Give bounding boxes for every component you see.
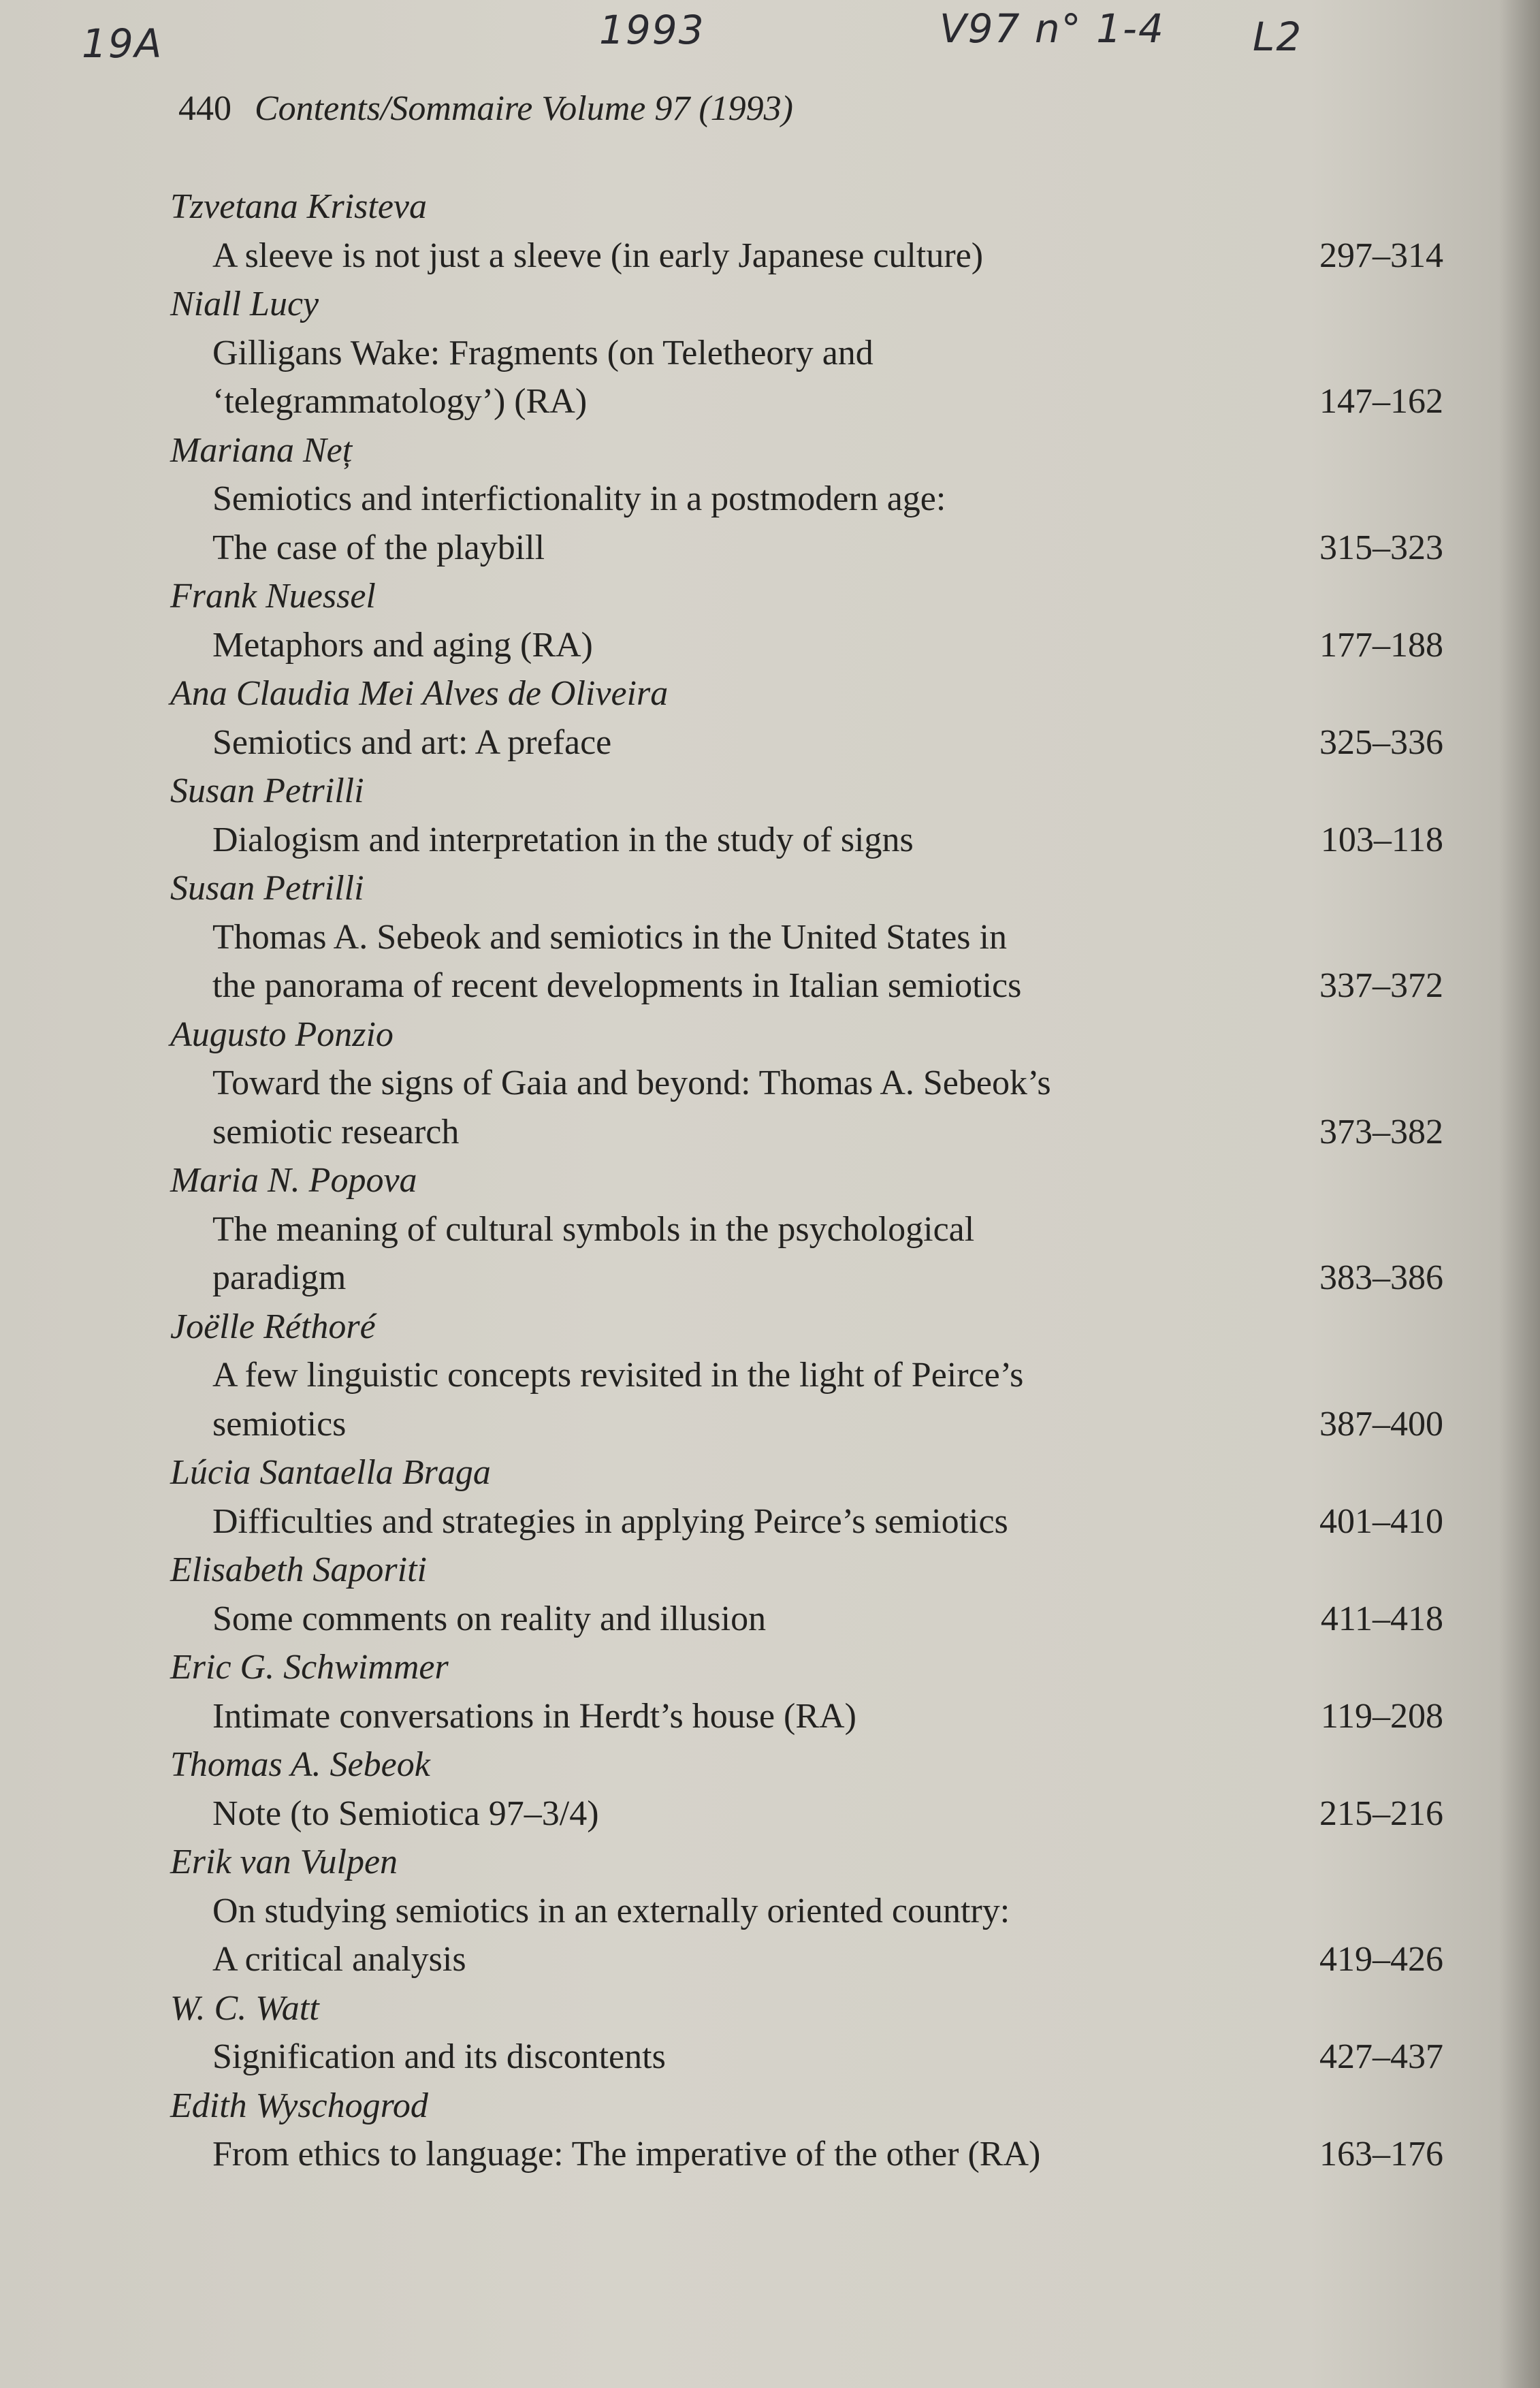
entry-page-range: 147–162 xyxy=(1319,382,1443,421)
entry-title-line: A few linguistic concepts revisited in the light of Peirce’s xyxy=(212,1356,1024,1395)
table-of-contents xyxy=(170,182,1443,2179)
entry-page-range: 297–314 xyxy=(1319,236,1443,275)
entry-title-line: From ethics to language: The imperative of the other (RA) xyxy=(212,2135,1041,2174)
entry-page-range: 387–400 xyxy=(1319,1404,1443,1444)
entry-author: Susan Petrilli xyxy=(170,771,364,810)
entry-title-line: semiotic research xyxy=(212,1112,460,1151)
handwritten-note: V97 n° 1-4 xyxy=(940,5,1165,52)
handwritten-note: 1993 xyxy=(599,7,705,53)
entry-title-line: A critical analysis xyxy=(212,1940,466,1979)
entry-author: Erik van Vulpen xyxy=(170,1843,398,1881)
handwritten-note: L2 xyxy=(1253,14,1303,60)
entry-author: Lúcia Santaella Braga xyxy=(170,1453,491,1492)
entry-page-range: 163–176 xyxy=(1319,2135,1443,2174)
entry-author: Joëlle Réthoré xyxy=(170,1307,376,1346)
entry-title-line: Note (to Semiotica 97–3/4) xyxy=(212,1794,599,1833)
entry-title-line: paradigm xyxy=(212,1258,347,1297)
entry-title-line: Semiotics and interfictionality in a postmodern age: xyxy=(212,479,946,518)
entry-page-range: 401–410 xyxy=(1319,1501,1443,1541)
entry-author: Susan Petrilli xyxy=(170,869,364,908)
entry-title-block xyxy=(170,1595,1443,1644)
toc-entry xyxy=(170,864,1443,1010)
entry-author: Maria N. Popova xyxy=(170,1161,417,1200)
entry-author: Tzvetana Kristeva xyxy=(170,187,427,226)
toc-entry xyxy=(170,1643,1443,1740)
toc-entry xyxy=(170,426,1443,573)
entry-author: Augusto Ponzio xyxy=(170,1015,394,1054)
entry-title-line: the panorama of recent developments in Italian semiotics xyxy=(212,966,1022,1005)
page-number: 440 xyxy=(178,89,231,128)
toc-entry xyxy=(170,572,1443,669)
entry-author: Niall Lucy xyxy=(170,285,319,323)
entry-title-line: semiotics xyxy=(212,1404,347,1444)
entry-title-block xyxy=(170,2033,1443,2082)
entry-title-block xyxy=(170,1887,1443,1984)
toc-entry xyxy=(170,280,1443,426)
entry-page-range: 215–216 xyxy=(1319,1794,1443,1833)
entry-author: W. C. Watt xyxy=(170,1988,319,2028)
entry-title-block xyxy=(170,913,1443,1010)
entry-title-line: The case of the playbill xyxy=(212,528,545,567)
entry-page-range: 315–323 xyxy=(1319,528,1443,567)
toc-entry xyxy=(170,1984,1443,2082)
entry-title-block xyxy=(170,329,1443,426)
entry-page-range: 383–386 xyxy=(1319,1258,1443,1297)
entry-author: Eric G. Schwimmer xyxy=(170,1648,449,1687)
entry-page-range: 419–426 xyxy=(1319,1940,1443,1979)
toc-entry xyxy=(170,1156,1443,1303)
entry-author: Ana Claudia Mei Alves de Oliveira xyxy=(170,674,669,713)
entry-title-block xyxy=(170,718,1443,767)
entry-title-line: The meaning of cultural symbols in the psychological xyxy=(212,1209,975,1249)
entry-title-line: Some comments on reality and illusion xyxy=(212,1599,767,1638)
toc-entry xyxy=(170,767,1443,864)
entry-author: Mariana Neț xyxy=(170,430,353,470)
toc-entry xyxy=(170,1546,1443,1643)
entry-title-block xyxy=(170,2130,1443,2179)
entry-title-block xyxy=(170,1692,1443,1741)
entry-title-line: Intimate conversations in Herdt’s house (RA) xyxy=(212,1696,856,1736)
running-title: Contents/Sommaire Volume 97 (1993) xyxy=(255,89,793,128)
entry-author: Thomas A. Sebeok xyxy=(170,1745,430,1784)
entry-title-line: Signification and its discontents xyxy=(212,2037,666,2076)
entry-title-block xyxy=(170,1497,1443,1546)
entry-author: Edith Wyschogrod xyxy=(170,2086,428,2125)
page-edge-shadow xyxy=(1499,0,1540,2388)
entry-title-block xyxy=(170,1205,1443,1303)
toc-entry xyxy=(170,1303,1443,1449)
entry-title-line: Toward the signs of Gaia and beyond: Thomas A. Sebeok’s xyxy=(212,1064,1051,1102)
entry-page-range: 373–382 xyxy=(1319,1112,1443,1151)
toc-entry xyxy=(170,1838,1443,1984)
entry-title-block xyxy=(170,816,1443,865)
entry-page-range: 103–118 xyxy=(1320,820,1443,859)
toc-entry xyxy=(170,1740,1443,1838)
entry-title-line: ‘telegrammatology’) (RA) xyxy=(212,382,588,421)
entry-title-line: Gilligans Wake: Fragments (on Teletheory and xyxy=(212,333,873,372)
entry-title-block xyxy=(170,1789,1443,1838)
entry-title-line: Dialogism and interpretation in the study of signs xyxy=(212,820,914,859)
entry-title-line: Semiotics and art: A preface xyxy=(212,722,612,762)
running-head xyxy=(178,89,793,129)
entry-author: Elisabeth Saporiti xyxy=(170,1550,427,1589)
entry-author: Frank Nuessel xyxy=(170,577,376,616)
entry-page-range: 411–418 xyxy=(1320,1599,1443,1638)
toc-entry xyxy=(170,1448,1443,1546)
entry-title-block xyxy=(170,232,1443,281)
entry-page-range: 427–437 xyxy=(1319,2037,1443,2076)
entry-page-range: 325–336 xyxy=(1319,722,1443,762)
toc-entry xyxy=(170,669,1443,767)
entry-page-range: 177–188 xyxy=(1319,625,1443,665)
entry-title-line: Difficulties and strategies in applying Peirce’s semiotics xyxy=(212,1501,1008,1541)
entry-page-range: 337–372 xyxy=(1319,966,1443,1005)
entry-title-line: Metaphors and aging (RA) xyxy=(212,625,593,665)
entry-title-block xyxy=(170,1351,1443,1448)
toc-entry xyxy=(170,182,1443,280)
entry-title-line: A sleeve is not just a sleeve (in early Japanese culture) xyxy=(212,236,984,275)
handwritten-note: 19A xyxy=(82,20,163,67)
entry-title-line: On studying semiotics in an externally oriented country: xyxy=(212,1891,1010,1930)
entry-title-block xyxy=(170,621,1443,670)
toc-entry xyxy=(170,1010,1443,1157)
entry-title-block xyxy=(170,475,1443,572)
toc-entry xyxy=(170,2082,1443,2179)
entry-title-block xyxy=(170,1059,1443,1156)
entry-page-range: 119–208 xyxy=(1320,1696,1443,1736)
entry-title-line: Thomas A. Sebeok and semiotics in the United States in xyxy=(212,917,1007,957)
handwritten-annotations xyxy=(0,0,1540,82)
